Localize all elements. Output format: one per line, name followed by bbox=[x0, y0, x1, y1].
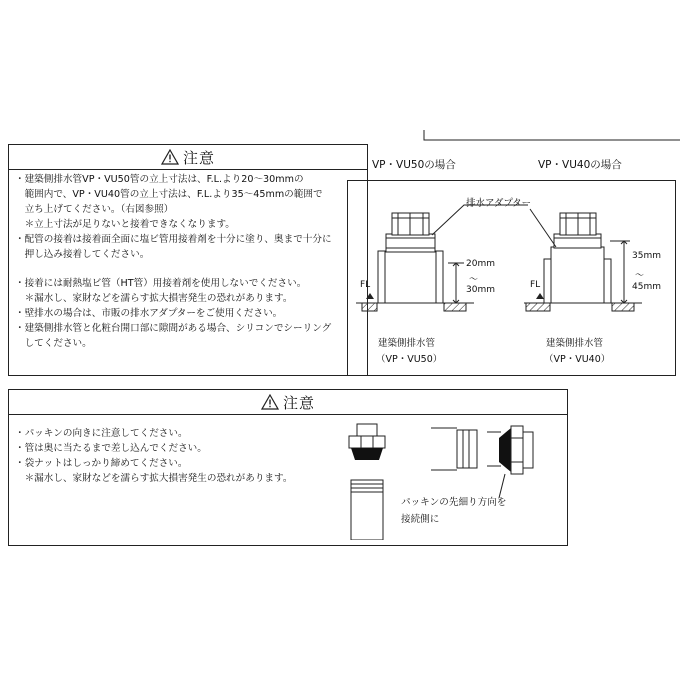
adapter-label: 排水アダプター bbox=[466, 198, 532, 209]
adapter-vu50 bbox=[356, 205, 528, 311]
warning-icon bbox=[261, 394, 279, 410]
diagram-title-vu50: VP・VU50の場合 bbox=[372, 159, 456, 171]
note-line: ・配管の接着は接着面全面に塩ビ管用接着剤を十分に塗り、奥まで十分に bbox=[15, 234, 332, 245]
caution-title-1: 注意 bbox=[182, 148, 215, 167]
note-line: 範囲内で、VP・VU40管の立上寸法は、F.L.より35～45mmの範囲で bbox=[15, 189, 323, 200]
note-line: ・接着には耐熱塩ビ管（HT管）用接着剤を使用しないでください。 bbox=[15, 278, 307, 289]
note-line: ・管は奥に当たるまで差し込んでください。 bbox=[15, 443, 207, 454]
vertical-nut-assembly bbox=[349, 424, 385, 540]
note-line: ・建築側排水管VP・VU50管の立上寸法は、F.L.より20～30mmの bbox=[15, 174, 304, 185]
warning-icon bbox=[161, 149, 179, 165]
top-bracket-line bbox=[420, 128, 680, 144]
caution-2-notes bbox=[15, 426, 292, 486]
note-line: 立ち上げてください。（右図参照） bbox=[15, 204, 174, 215]
note-line: ・袋ナットはしっかり締めてください。 bbox=[15, 458, 188, 469]
dim-label-20mm: 20mm bbox=[466, 259, 495, 269]
adapter-vu40 bbox=[524, 209, 645, 311]
packing-note-line-1: パッキンの先細り方向を bbox=[401, 497, 507, 508]
pipe-label-right: 建築側排水管 bbox=[546, 338, 604, 349]
fl-label-right: FL bbox=[530, 280, 541, 290]
note-line: ・パッキンの向きに注意してください。 bbox=[15, 428, 188, 439]
horizontal-nut-assembly bbox=[431, 426, 533, 498]
caution-header-1 bbox=[9, 145, 367, 170]
fl-label-left: FL bbox=[360, 280, 371, 290]
note-line: 押し込み接着してください。 bbox=[15, 249, 150, 260]
dim-label-45mm: 45mm bbox=[632, 282, 661, 292]
pipe-type-right: （VP・VU40） bbox=[544, 354, 611, 365]
dim-label-30mm: 30mm bbox=[466, 285, 495, 295]
packing-note-line-2: 接続側に bbox=[401, 514, 440, 525]
caution-1-notes bbox=[15, 172, 332, 351]
dim-tilde-left: 〜 bbox=[469, 275, 479, 285]
note-line: ＊漏水し、家財などを濡らす拡大損害発生の恐れがあります。 bbox=[15, 473, 293, 484]
diagram-title-vu40: VP・VU40の場合 bbox=[538, 159, 622, 171]
note-line: ・壁排水の場合は、市販の排水アダプターをご使用ください。 bbox=[15, 308, 283, 319]
note-line: してください。 bbox=[15, 338, 92, 349]
dim-tilde-right: 〜 bbox=[635, 271, 645, 281]
caution-title-2: 注意 bbox=[282, 393, 315, 412]
note-line bbox=[15, 262, 332, 276]
caution-box-1 bbox=[8, 144, 371, 376]
note-line: ＊立上寸法が足りないと接着できなくなります。 bbox=[15, 219, 235, 230]
note-line: ＊漏水し、家財などを濡らす拡大損害発生の恐れがあります。 bbox=[15, 293, 293, 304]
packing-diagram bbox=[339, 418, 559, 540]
caution-header-2 bbox=[9, 390, 567, 415]
pipe-label-left: 建築側排水管 bbox=[378, 338, 436, 349]
caution-box-2 bbox=[8, 389, 568, 546]
pipe-diagram-box bbox=[347, 180, 676, 376]
dim-label-35mm: 35mm bbox=[632, 251, 661, 261]
note-line: ・建築側排水管と化粧台開口部に隙間がある場合、シリコンでシーリング bbox=[15, 323, 332, 334]
pipe-type-left: （VP・VU50） bbox=[376, 354, 443, 365]
